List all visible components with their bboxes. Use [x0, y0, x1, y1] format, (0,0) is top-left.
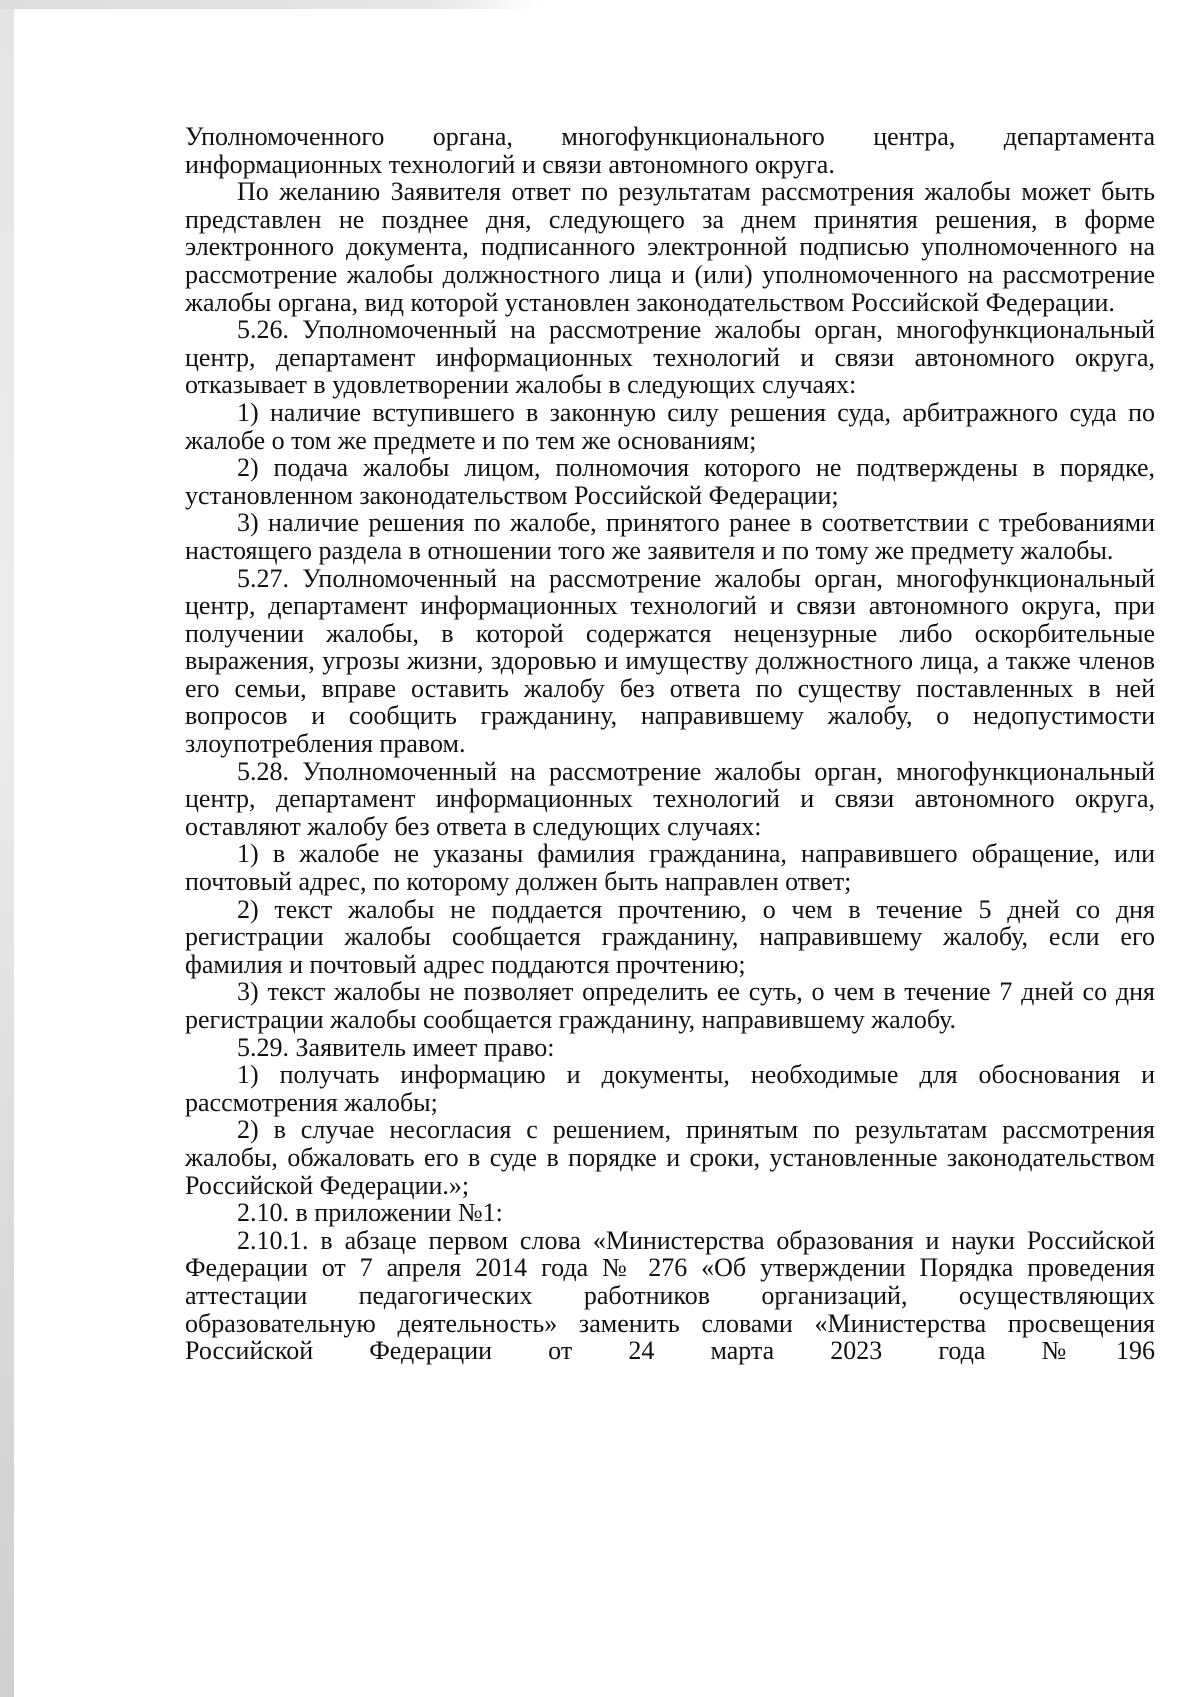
paragraph-5-29-item-1: 1) получать информацию и документы, необходимые для обоснования и рассмотрения жалобы;: [185, 1060, 1155, 1117]
paragraph-reply-form: По желанию Заявителя ответ по результатам рассмотрения жалобы может быть представлен не позднее дня, следующего за днем принятия решения, в форме электронного документа, подписанного электронной подписью уполномоченного на рассмотрение жалобы должностного лица и (или) уполномоченного на рассмотрение жалобы органа, вид которой установлен законодательством Российской Федерации.: [185, 177, 1155, 317]
paragraph-5-26-item-1: 1) наличие вступившего в законную силу решения суда, арбитражного суда по жалобе о том же предмете и по тем же основаниям;: [185, 397, 1155, 455]
scan-edge-left: [0, 0, 14, 1697]
paragraph-5-28-item-1: 1) в жалобе не указаны фамилия гражданина, направившего обращение, или почтовый адрес, по которому должен быть направлен ответ;: [185, 839, 1155, 897]
document-body: [185, 123, 1155, 1365]
paragraph-2-10: 2.10. в приложении №1:: [237, 1198, 503, 1228]
paragraph-5-29: 5.29. Заявитель имеет право:: [237, 1032, 555, 1062]
paragraph-5-28-item-2: 2) текст жалобы не поддается прочтению, о чем в течение 5 дней со дня регистрации жалобы сообщается гражданину, направившему жалобу, если его фамилия и почтовый адрес поддаются прочтению;: [185, 894, 1155, 979]
paragraph-5-28: 5.28. Уполномоченный на рассмотрение жалобы орган, многофункциональный центр, департамент информационных технологий и связи автономного округа, оставляют жалобу без ответа в следующих случаях:: [185, 756, 1155, 841]
paragraph-5-28-item-3: 3) текст жалобы не позволяет определить ее суть, о чем в течение 7 дней со дня регистрации жалобы сообщается гражданину, направившему жалобу.: [185, 977, 1155, 1034]
paragraph-5-29-item-2: 2) в случае несогласия с решением, принятым по результатам рассмотрения жалобы, обжаловать его в суде в порядке и сроки, установленные законодательством Российской Федерации.»;: [185, 1115, 1155, 1200]
paragraph-5-26-item-2: 2) подача жалобы лицом, полномочия которого не подтверждены в порядке, установленном законодательством Российской Федерации;: [185, 453, 1155, 510]
paragraph-2-10-1: 2.10.1. в абзаце первом слова «Министерства образования и науки Российской Федерации от 7 апреля 2014 года № 276 «Об утверждении Порядка проведения аттестации педагогических работников организаций, осуществляющих образовательную деятельность» заменить словами «Министерства просвещения Российской Федерации от 24 марта 2023 года №196: [185, 1225, 1155, 1366]
paragraph-5-26: 5.26. Уполномоченный на рассмотрение жалобы орган, многофункциональный центр, департамент информационных технологий и связи автономного округа, отказывает в удовлетворении жалобы в следующих случаях:: [185, 315, 1155, 400]
scan-edge-top: [0, 0, 540, 9]
paragraph-5-26-item-3: 3) наличие решения по жалобе, принятого ранее в соответствии с требованиями настоящего раздела в отношении того же заявителя и по тому же предмету жалобы.: [185, 508, 1155, 565]
paragraph-continuation: Уполномоченного органа, многофункционального центра, департамента информационных технологий и связи автономного округа.: [185, 122, 1155, 179]
paragraph-5-27: 5.27. Уполномоченный на рассмотрение жалобы орган, многофункциональный центр, департамент информационных технологий и связи автономного округа, при получении жалобы, в которой содержатся нецензурные либо оскорбительные выражения, угрозы жизни, здоровью и имуществу должностного лица, а также членов его семьи, вправе оставить жалобу без ответа по существу поставленных в ней вопросов и сообщить гражданину, направившему жалобу, о недопустимости злоупотребления правом.: [185, 563, 1155, 759]
